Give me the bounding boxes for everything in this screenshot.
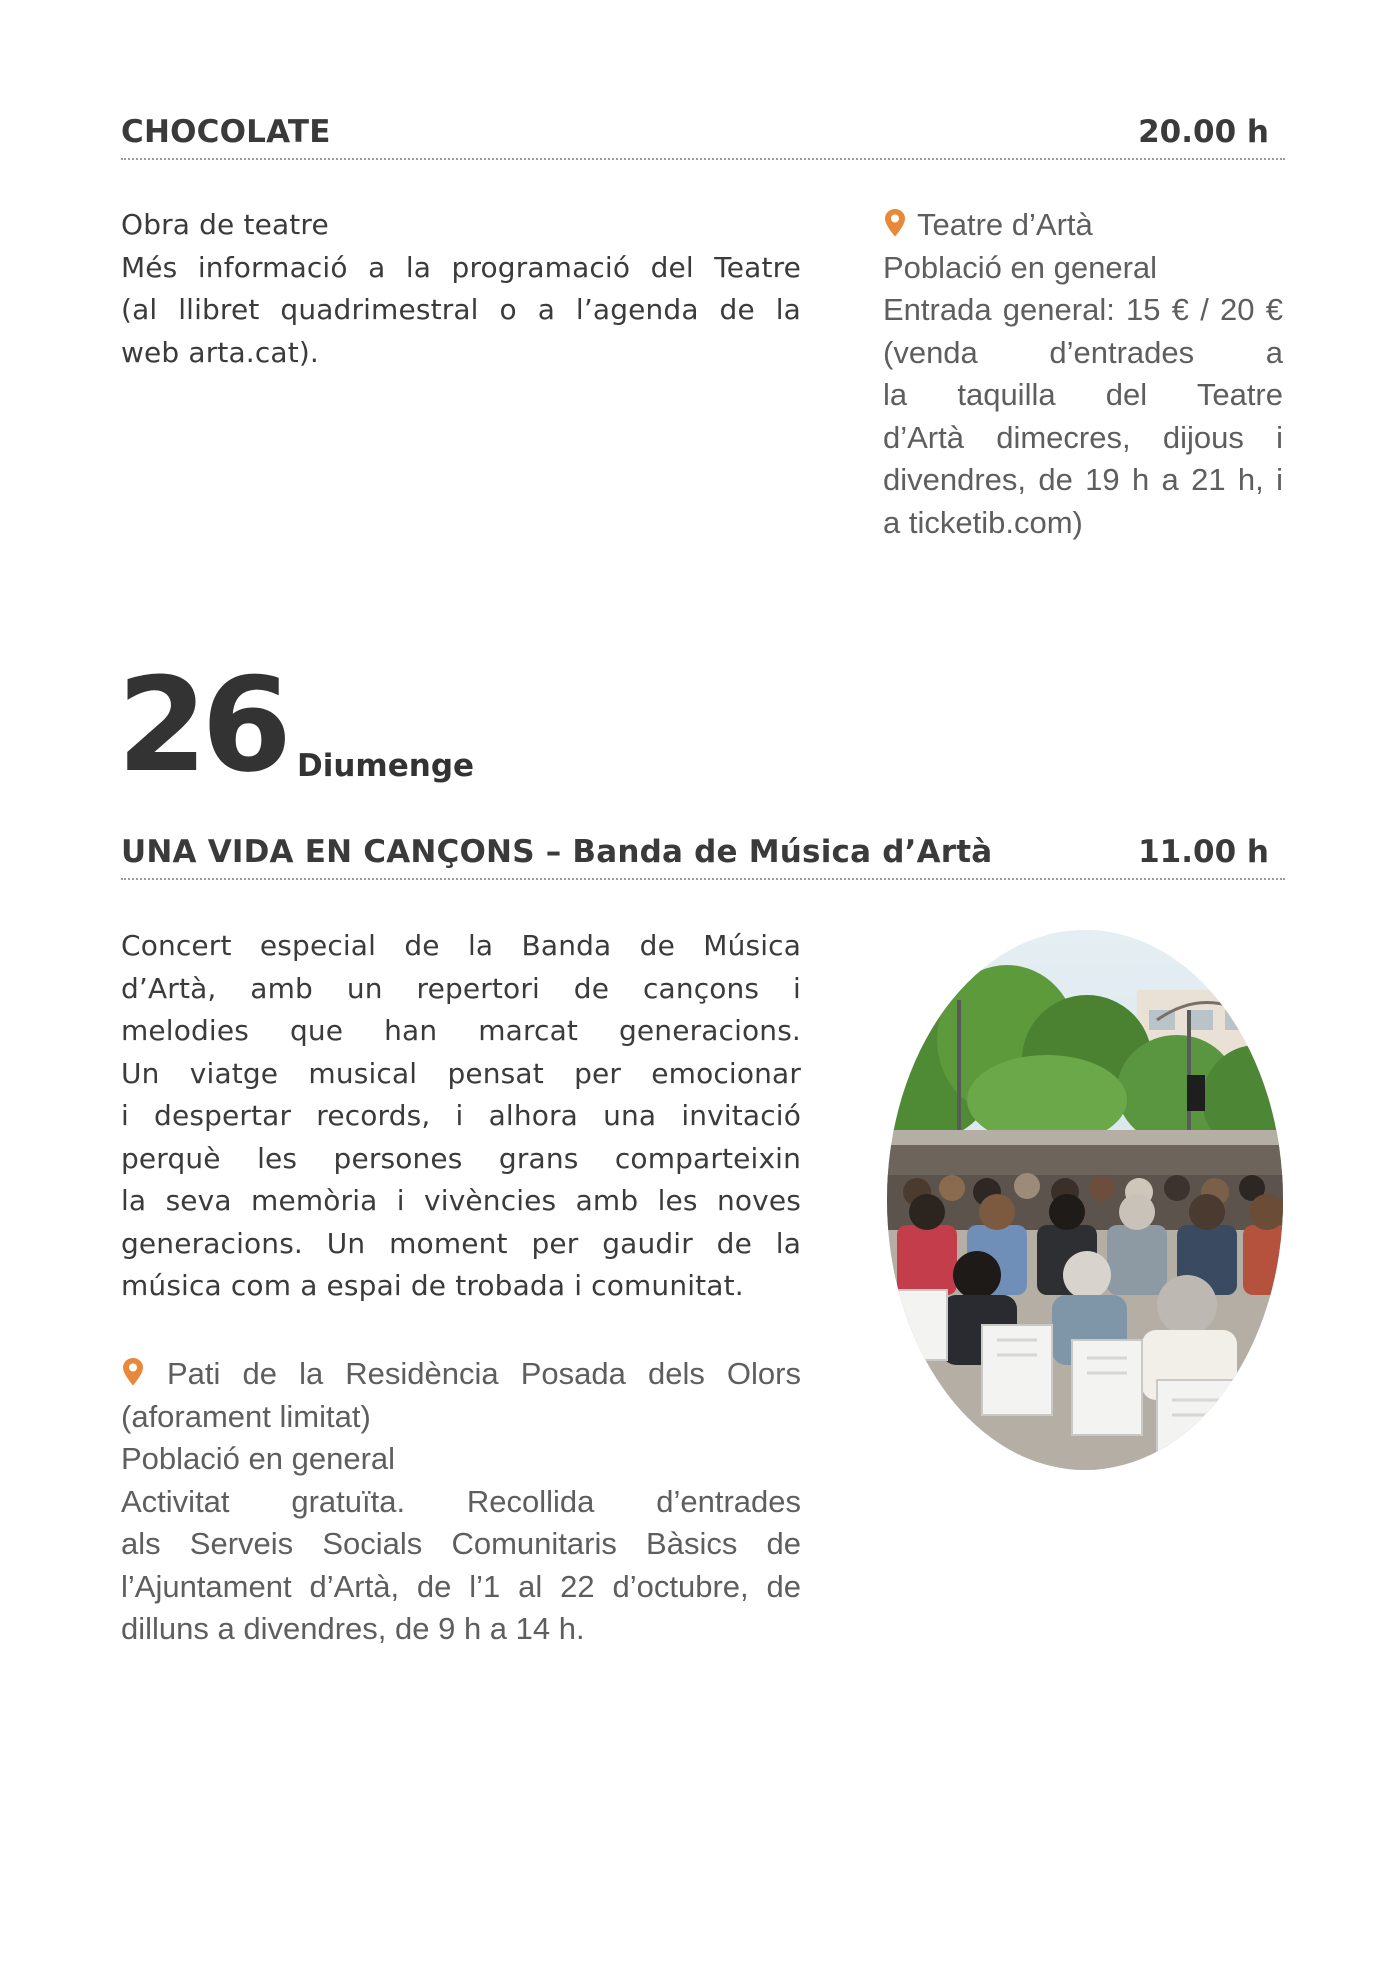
event2-description-line: la seva memòria i vivències amb les noves [121, 1184, 801, 1217]
event1-header [121, 110, 1285, 160]
event2-description-line: perquè les persones grans comparteixin [121, 1141, 801, 1175]
event1-location-text: Teatre d’Artà [917, 207, 1093, 242]
date-block [117, 649, 717, 801]
event1-price-line: a ticketib.com) [883, 504, 1083, 540]
event1-time: 20.00 h [1138, 114, 1269, 150]
event2-price-line: Activitat gratuïta. Recollida d’entrades [121, 1483, 801, 1519]
event2-location-text: Pati de la Residència Posada dels Olors [167, 1356, 801, 1391]
event1-description [121, 204, 801, 374]
event1-price-line: Entrada general: 15 € / 20 € [883, 292, 1283, 327]
day-number: 26 [117, 649, 286, 801]
event2-description [121, 925, 801, 1308]
event2-title: UNA VIDA EN CANÇONS – Banda de Música d’Artà [121, 834, 993, 870]
event1-description-line: web arta.cat). [121, 335, 319, 369]
event2-location [121, 1353, 801, 1396]
event2-description-line: i despertar records, i alhora una invitació [121, 1099, 801, 1132]
event2-price-line: als Serveis Socials Comunitaris Bàsics de [121, 1526, 801, 1561]
event2-time: 11.00 h [1138, 834, 1269, 870]
event1-price-line: la taquilla del Teatre [883, 377, 1283, 412]
concert-audience-photo [887, 930, 1283, 1470]
day-name: Diumenge [297, 748, 475, 784]
event2-description-line: d’Artà, amb un repertori de cançons i [121, 971, 801, 1005]
event1-audience: Població en general [883, 249, 1158, 285]
event2-header [121, 830, 1285, 880]
event1-price-line: d’Artà dimecres, dijous i [883, 419, 1283, 455]
event1-location [883, 204, 1283, 247]
event2-description-line: melodies que han marcat generacions. [121, 1014, 801, 1047]
event1-price-line: (venda d’entrades a [883, 334, 1283, 370]
event2-info [121, 1353, 801, 1651]
event2-location-line: (aforament limitat) [121, 1398, 371, 1434]
event2-description-line: Concert especial de la Banda de Música [121, 929, 801, 962]
event1-description-line: Obra de teatre [121, 208, 329, 241]
concert-audience-illustration [887, 930, 1283, 1470]
event1-price-line: divendres, de 19 h a 21 h, i [883, 462, 1283, 497]
event2-audience: Població en general [121, 1441, 396, 1476]
event2-description-line: música com a espai de trobada i comunitat. [121, 1269, 744, 1302]
event1-description-line: (al llibret quadrimestral o a l’agenda de la [121, 293, 801, 326]
event1-info [883, 204, 1283, 544]
map-pin-icon [121, 1356, 145, 1386]
event2-price-line: l’Ajuntament d’Artà, de l’1 al 22 d’octubre, de [121, 1568, 801, 1604]
event2-description-line: Un viatge musical pensat per emocionar [121, 1056, 801, 1090]
event2-description-line: generacions. Un moment per gaudir de la [121, 1226, 801, 1260]
map-pin-icon [883, 207, 907, 237]
event1-title: CHOCOLATE [121, 114, 331, 150]
event1-description-line: Més informació a la programació del Teatre [121, 250, 801, 284]
event2-price-line: dilluns a divendres, de 9 h a 14 h. [121, 1611, 585, 1646]
